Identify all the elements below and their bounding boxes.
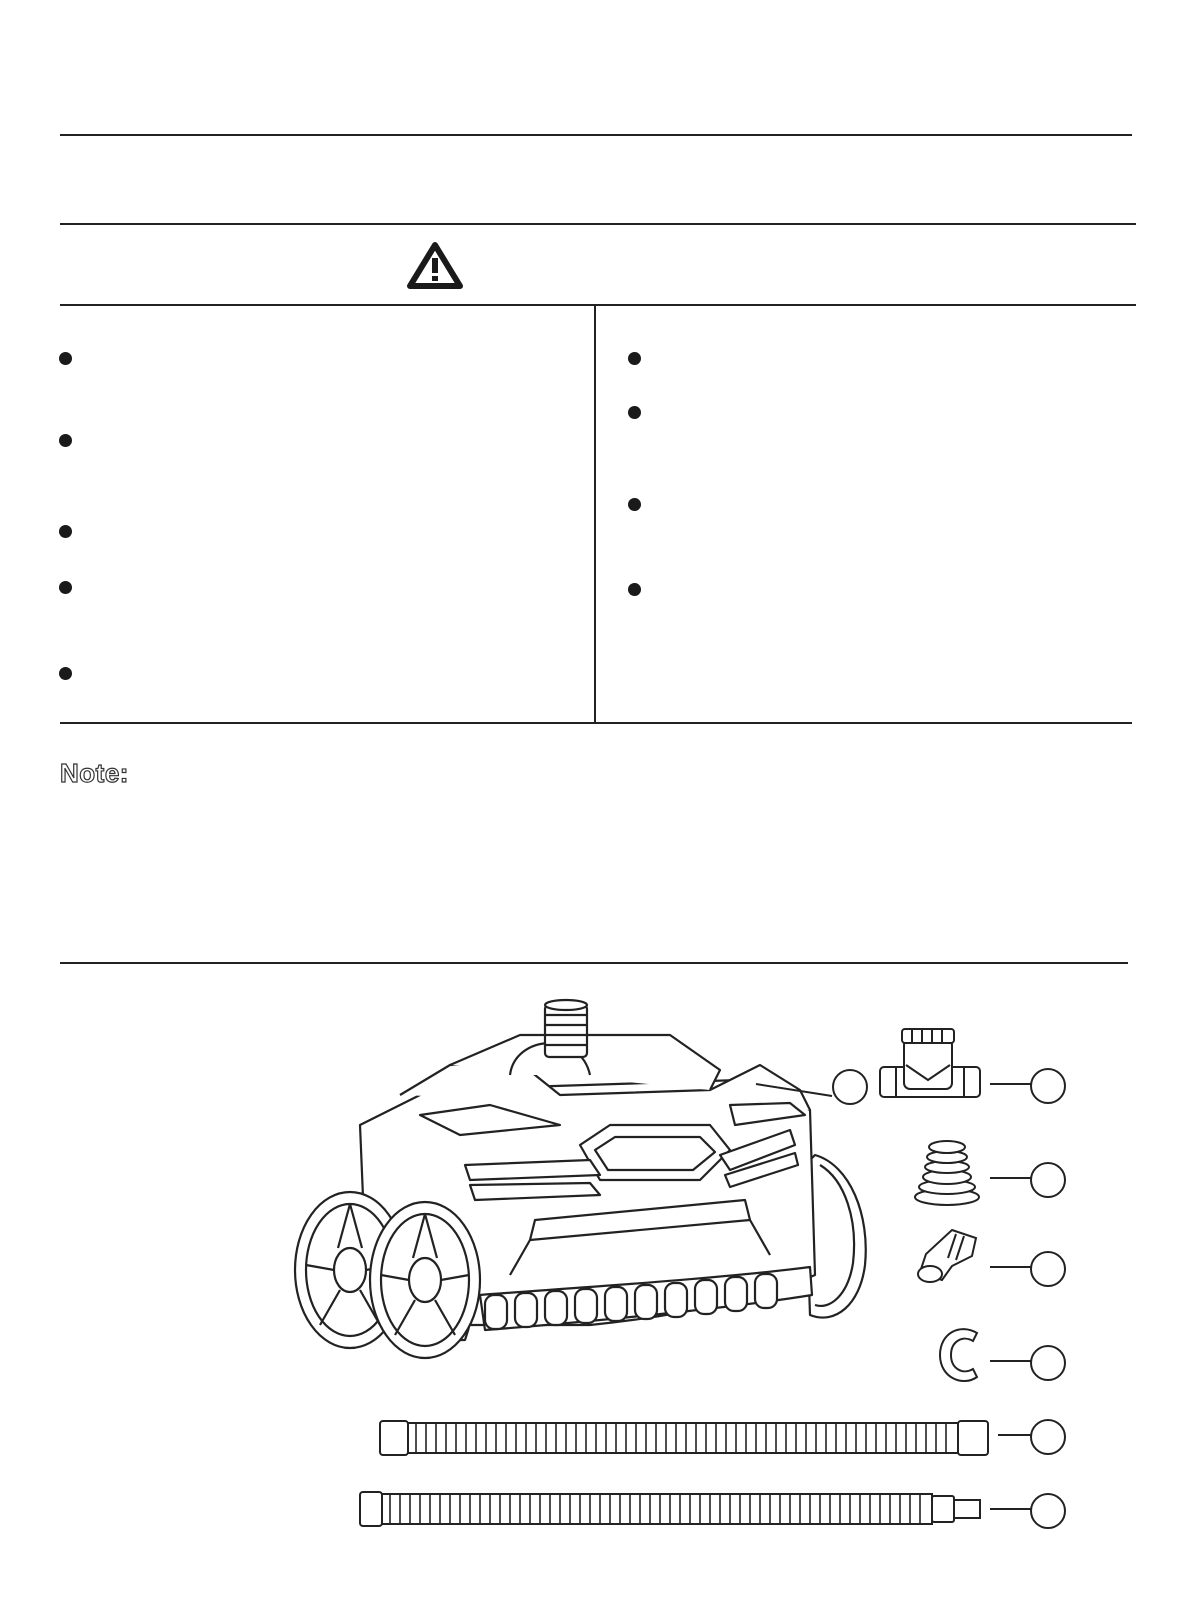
c-clip-illustration <box>935 1323 985 1388</box>
callout-clip <box>1030 1345 1066 1381</box>
callout-elbow <box>1030 1251 1066 1287</box>
warning-bullet-left-2 <box>59 434 72 447</box>
warning-bullet-left-5 <box>59 667 72 680</box>
hose-section-short-illustration <box>378 1417 993 1459</box>
warning-bullet-left-1 <box>59 352 72 365</box>
warning-header-top-rule <box>60 223 1136 225</box>
callout-adapter <box>1030 1162 1066 1198</box>
warning-box-top-rule <box>60 304 1136 306</box>
warning-bullet-left-4 <box>59 581 72 594</box>
leader-valve <box>990 1083 1032 1085</box>
warning-box-bottom-rule <box>60 722 1132 724</box>
warning-bullet-right-4 <box>628 583 641 596</box>
warning-column-divider <box>594 304 596 724</box>
warning-bullet-right-3 <box>628 498 641 511</box>
pool-cleaner-illustration <box>290 995 890 1385</box>
angled-elbow-connector-illustration <box>912 1226 982 1286</box>
hose-section-long-illustration <box>358 1488 985 1530</box>
flow-control-valve-illustration <box>878 1025 988 1105</box>
callout-valve <box>1030 1068 1066 1104</box>
callout-hose-long <box>1030 1493 1066 1529</box>
leader-hose-long <box>990 1508 1032 1510</box>
top-rule <box>60 134 1132 136</box>
leader-adapter <box>990 1177 1032 1179</box>
leader-elbow <box>990 1266 1032 1268</box>
parts-section-rule <box>60 962 1128 964</box>
warning-bullet-left-3 <box>59 525 72 538</box>
warning-triangle-icon <box>406 241 464 289</box>
leaf-bag-adapter-illustration <box>912 1137 982 1207</box>
leader-clip <box>990 1360 1032 1362</box>
warning-bullet-right-2 <box>628 406 641 419</box>
warning-bullet-right-1 <box>628 352 641 365</box>
leader-hose-short <box>998 1434 1032 1436</box>
callout-body <box>832 1069 868 1105</box>
note-label: Note: <box>60 758 129 788</box>
callout-hose-short <box>1030 1419 1066 1455</box>
